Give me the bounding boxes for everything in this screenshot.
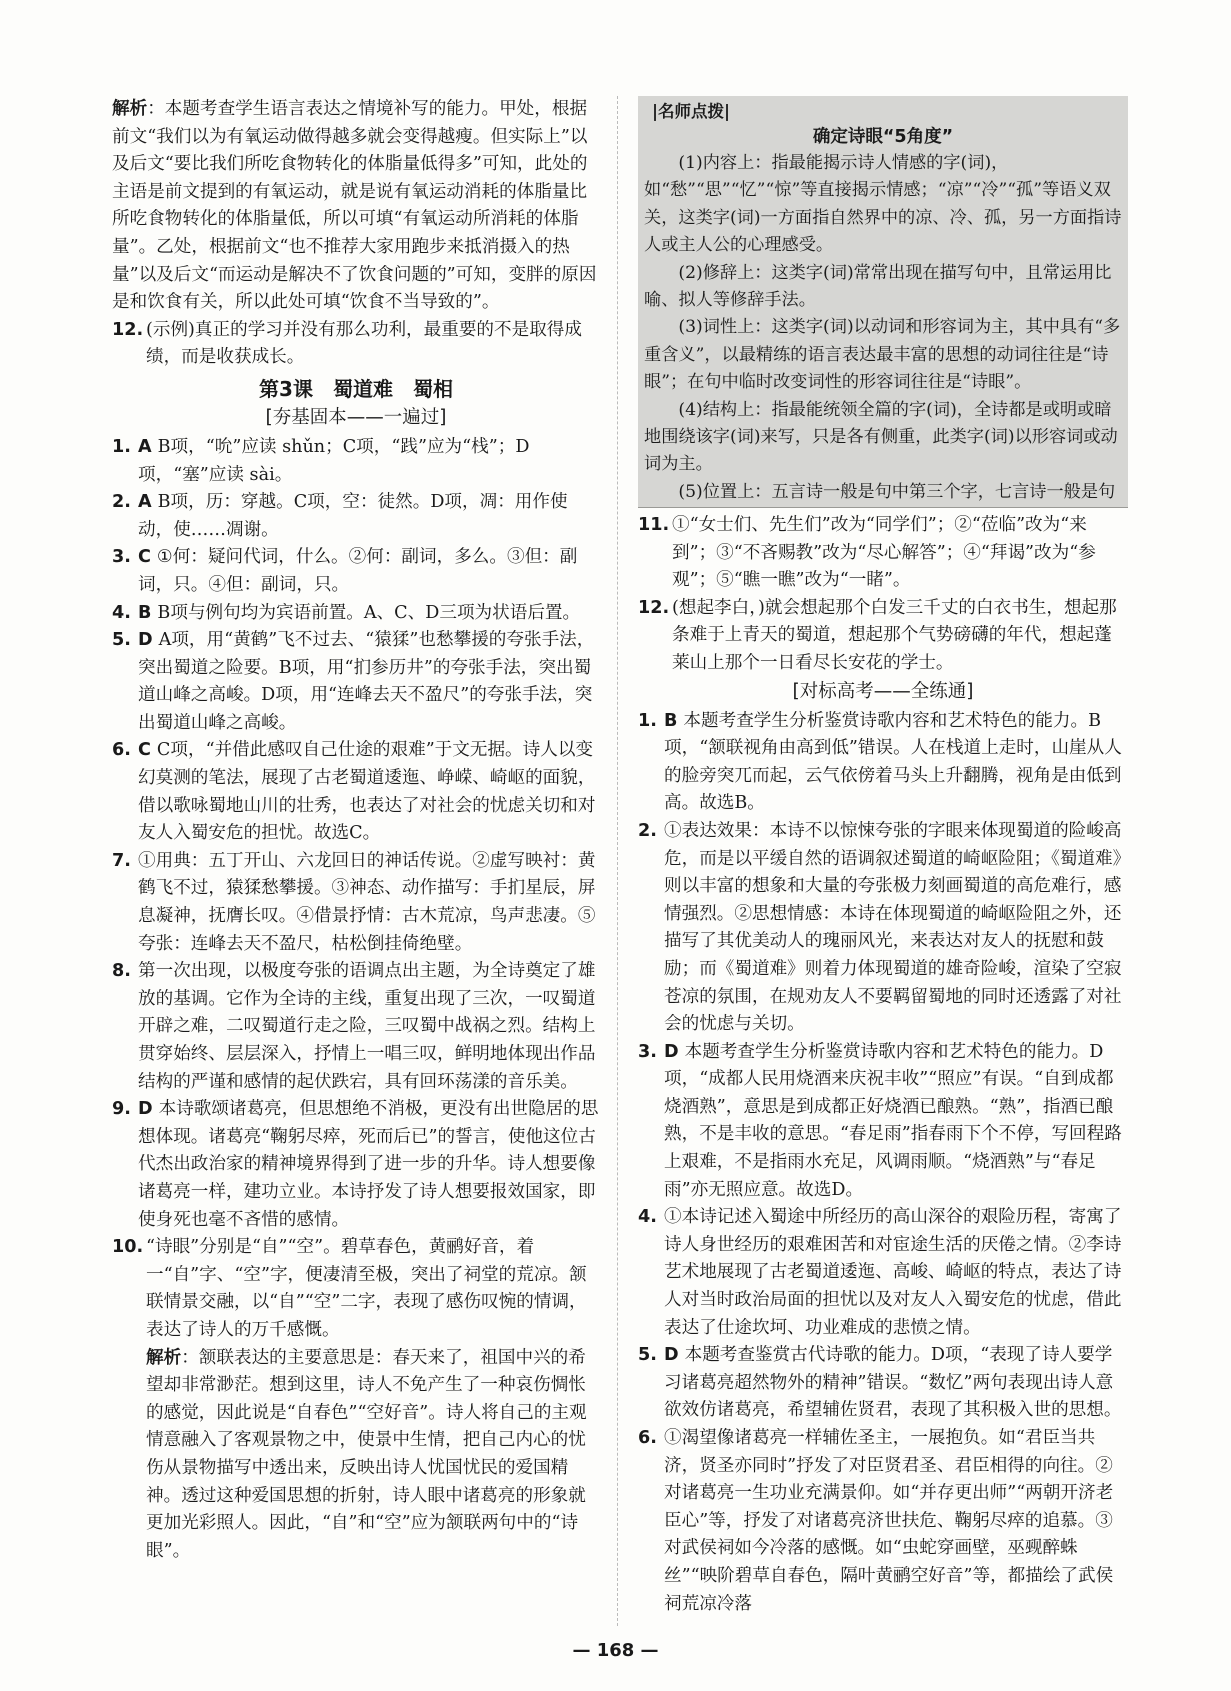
item-text: ①“女士们、先生们”改为“同学们”；②“莅临”改为“来到”；③“不吝赐教”改为“尽心解答”；④“拜谒”改为“参观”；⑤“瞧一瞧”改为“一睹”。 bbox=[672, 515, 1096, 591]
answer-item bbox=[112, 600, 600, 628]
item-answer: D bbox=[664, 1345, 679, 1366]
analysis-label: 解析 bbox=[112, 99, 148, 119]
item-number: 3. bbox=[638, 1041, 657, 1062]
tips-label: |名师点拨| bbox=[652, 102, 731, 121]
item-number: 1. bbox=[112, 436, 131, 457]
item-number: 9. bbox=[112, 1099, 131, 1120]
section-heading: [夯基固本——一遍过] bbox=[265, 406, 447, 428]
answer-item bbox=[638, 1204, 1128, 1342]
item-answer: D bbox=[138, 630, 153, 651]
answer-item bbox=[112, 627, 600, 737]
item-number: 5. bbox=[112, 630, 131, 651]
answer-item bbox=[638, 512, 1128, 595]
item-text: ①用典：五丁开山、六龙回日的神话传说。②虚写映衬：黄鹤飞不过，猿猱愁攀援。③神态、动作描写：手扪星辰，屏息凝神，抚膺长叹。④借景抒情：古木荒凉，鸟声悲凄。⑤夸张：连峰去天不盈尺，枯松倒挂倚绝壁。 bbox=[138, 850, 596, 954]
intro-analysis bbox=[112, 96, 600, 317]
answer-item bbox=[112, 489, 600, 544]
item-number: 2. bbox=[112, 492, 131, 513]
answer-item bbox=[112, 737, 600, 847]
answer-item bbox=[112, 958, 600, 1096]
item-number: 2. bbox=[638, 820, 657, 841]
answer-item bbox=[638, 708, 1128, 818]
tips-paragraph: (2)修辞上：这类字(词)常常出现在描写句中，且常运用比喻、拟人等修辞手法。 bbox=[644, 262, 1112, 311]
item-number: 4. bbox=[112, 602, 131, 623]
item-number: 11. bbox=[638, 515, 670, 535]
item-answer: C bbox=[138, 547, 151, 568]
section-heading: [对标高考——全练通] bbox=[792, 680, 974, 702]
item-number: 12. bbox=[638, 597, 670, 618]
answer-item bbox=[638, 1039, 1128, 1205]
left-column bbox=[112, 96, 600, 1565]
item-answer: B bbox=[138, 602, 152, 623]
tips-paragraph: (5)位置上：五言诗一般是句中第三个字，七言诗一般是句 bbox=[678, 481, 1116, 502]
item-text: ①渴望像诸葛亮一样辅佐圣主，一展抱负。如“君臣当共济，贤圣亦同时”抒发了对臣贤君圣、君臣相得的向往。②对诸葛亮一生功业充满景仰。如“并存更出师”“两朝开济老臣心”等，抒发了对诸葛亮济世扶危、鞠躬尽瘁的追慕。③对武侯祠如今冷落的感慨。如“虫蛇穿画壁，巫觋醉蛛丝”“映阶碧草自春色，隔叶黄鹂空好音”等，都描绘了武侯祠荒凉冷落 bbox=[664, 1428, 1114, 1614]
answer-item bbox=[638, 818, 1128, 1039]
item-text: 本题考查学生分析鉴赏诗歌内容和艺术特色的能力。D项，“成都人民用烧酒来庆祝丰收”“照应”有误。“自到成都烧酒熟”，意思是到成都正好烧酒已酿熟。“熟”，指酒已酿熟，不是丰收的意思。“春足雨”指春雨下个不停，写回程路上艰难，不是指雨水充足，风调雨顺。“烧酒熟”与“春足雨”亦无照应意。故选D。 bbox=[664, 1041, 1122, 1200]
item-number: 6. bbox=[638, 1428, 657, 1448]
item-text: ①本诗记述入蜀途中所经历的高山深谷的艰险历程，寄寓了诗人身世经历的艰难困苦和对宦途生活的厌倦之情。②李诗艺术地展现了古老蜀道逶迤、高峻、崎岖的特点，表达了诗人对当时政治局面的担忧以及对友人入蜀安危的忧虑，借此表达了仕途坎坷、功业难成的悲愤之情。 bbox=[664, 1207, 1122, 1338]
item-number: 3. bbox=[112, 547, 131, 568]
item-number: 5. bbox=[638, 1345, 657, 1366]
item-text: 本诗歌颂诸葛亮，但思想绝不消极，更没有出世隐居的思想体现。诸葛亮“鞠躬尽瘁，死而后已”的誓言，使他这位古代杰出政治家的精神境界得到了进一步的升华。诗人想要像诸葛亮一样，建功立业。本诗抒发了诗人想要报效国家，即使身死也毫不吝惜的感情。 bbox=[138, 1099, 599, 1230]
tips-box bbox=[638, 96, 1128, 508]
analysis-text: ：本题考查学生语言表达之情境补写的能力。甲处，根据前文“我们以为有氧运动做得越多就会变得越瘦。但实际上”以及后文“要比我们所吃食物转化的体脂量低得多”可知，此处的主语是前文提到的有氧运动，就是说有氧运动消耗的体脂量比所吃食物转化的体脂量低，所以可填“有氧运动所消耗的体脂量”。乙处，根据前文“也不推荐大家用跑步来抵消摄入的热量”以及后文“而运动是解决不了饮食问题的”可知，变胖的原因是和饮食有关，所以此处可填“饮食不当导致的”。 bbox=[112, 99, 597, 313]
answer-item bbox=[112, 317, 600, 372]
item-text: 本题考查学生分析鉴赏诗歌内容和艺术特色的能力。B项，“颔联视角由高到低”错误。人在栈道上走时，山崖从人的脸旁突兀而起，云气依傍着马头上升翻腾，视角是由低到高。故选B。 bbox=[664, 710, 1122, 814]
item-number: 7. bbox=[112, 850, 131, 871]
item-text: ①何：疑问代词，什么。②何：副词，多么。③但：副词，只。④但：副词，只。 bbox=[138, 547, 578, 595]
analysis-text: ：颔联表达的主要意思是：春天来了，祖国中兴的希望却非常渺茫。想到这里，诗人不免产生了一种哀伤惆怅的感觉，因此说是“自春色”“空好音”。诗人将自己的主观情意融入了客观景物之中，使景中生情，把自己内心的忧伤从景物描写中透出来，反映出诗人忧国忧民的爱国精神。透过这种爱国思想的折射，诗人眼中诸葛亮的形象就更加光彩照人。因此，“自”和“空”应为颔联两句中的“诗眼”。 bbox=[146, 1347, 587, 1561]
item-text: B项，历：穿越。C项，空：徒然。D项，凋：用作使动，使……凋谢。 bbox=[138, 492, 568, 540]
item-answer: A bbox=[138, 492, 152, 513]
answer-item bbox=[112, 1096, 600, 1234]
right-column bbox=[638, 96, 1128, 1618]
answer-item bbox=[112, 544, 600, 599]
item-text: (示例)真正的学习并没有那么功利，最重要的不是取得成绩，而是收获成长。 bbox=[146, 319, 582, 368]
answer-item bbox=[112, 434, 600, 489]
answer-item bbox=[638, 1342, 1128, 1425]
item-text: A项，用“黄鹤”飞不过去、“猿猱”也愁攀援的夸张手法，突出蜀道之险要。B项，用“扪参历井”的夸张手法，突出蜀道山峰之高峻。D项，用“连峰去天不盈尺”的夸张手法，突出蜀道山峰之高峻。 bbox=[138, 630, 595, 733]
item-text: 第一次出现，以极度夸张的语调点出主题，为全诗奠定了雄放的基调。它作为全诗的主线，重复出现了三次，一叹蜀道开辟之难，二叹蜀道行走之险，三叹蜀中战祸之烈。结构上贯穿始终、层层深入，抒情上一唱三叹，鲜明地体现出作品结构的严谨和感情的起伏跌宕，具有回环荡漾的音乐美。 bbox=[138, 961, 596, 1092]
item-text: “诗眼”分别是“自”“空”。碧草春色，黄鹂好音，着一“自”字、“空”字，便凄清至极，突出了祠堂的荒凉。颔联情景交融，以“自”“空”二字，表现了感伤叹惋的情调，表达了诗人的万千感慨。 bbox=[146, 1237, 587, 1340]
page-number: — 168 — bbox=[572, 1640, 659, 1661]
answer-item bbox=[112, 848, 600, 958]
lesson-title: 第3课 蜀道难 蜀相 bbox=[259, 376, 453, 401]
item-number: 4. bbox=[638, 1207, 657, 1228]
analysis-label: 解析 bbox=[146, 1347, 182, 1368]
answer-item bbox=[638, 1425, 1128, 1618]
item-answer: D bbox=[664, 1041, 679, 1062]
tips-paragraph: (4)结构上：指最能统领全篇的字(词)，全诗都是或明或暗地围绕该字(词)来写，只是各有侧重，此类字(词)以形容词或动词为主。 bbox=[644, 399, 1118, 475]
answer-item bbox=[638, 595, 1128, 678]
item-number: 12. bbox=[112, 319, 144, 340]
answer-item bbox=[112, 1234, 600, 1565]
item-answer: C bbox=[138, 740, 151, 761]
item-number: 10. bbox=[112, 1237, 144, 1258]
item-text: C项，“并借此感叹自己仕途的艰难”于文无据。诗人以变幻莫测的笔法，展现了古老蜀道逶迤、峥嵘、崎岖的面貌，借以歌咏蜀地山川的壮秀，也表达了对社会的忧虑关切和对友人入蜀安危的担忧。故选C。 bbox=[138, 740, 596, 844]
item-text: 本题考查鉴赏古代诗歌的能力。D项，“表现了诗人要学习诸葛亮超然物外的精神”错误。“数忆”两句表现出诗人意欲效仿诸葛亮，希望辅佐贤君，表现了其积极入世的思想。 bbox=[664, 1345, 1122, 1421]
item-text: B项，“吮”应读 shǔn；C项，“践”应为“栈”；D项，“塞”应读 sài。 bbox=[138, 436, 530, 485]
item-answer: B bbox=[664, 710, 678, 731]
item-text: B项与例句均为宾语前置。A、C、D三项为状语后置。 bbox=[157, 602, 581, 623]
item-text: (想起李白，)就会想起那个白发三千丈的白衣书生，想起那条难于上青天的蜀道，想起那个气势磅礴的年代，想起蓬莱山上那个一日看尽长安花的学士。 bbox=[672, 597, 1117, 673]
column-divider bbox=[617, 96, 619, 1626]
tips-title: 确定诗眼“5角度” bbox=[812, 127, 954, 147]
item-answer: D bbox=[138, 1099, 153, 1120]
item-number: 6. bbox=[112, 740, 131, 761]
item-answer: A bbox=[138, 436, 152, 457]
item-number: 8. bbox=[112, 961, 131, 982]
tips-paragraph: (3)词性上：这类字(词)以动词和形容词为主，其中具有“多重含义”，以最精练的语言表达最丰富的思想的动词往往是“诗眼”；在句中临时改变词性的形容词往往是“诗眼”。 bbox=[644, 317, 1121, 393]
tips-paragraph: (1)内容上：指最能揭示诗人情感的字(词)，如“愁”“思”“忆”“惊”等直接揭示情感；“凉”“冷”“孤”等语义双关，这类字(词)一方面指自然界中的凉、冷、孤，另一方面指诗人或主人公的心理感受。 bbox=[644, 153, 1122, 256]
item-number: 1. bbox=[638, 710, 657, 731]
item-text: ①表达效果：本诗不以惊悚夸张的字眼来体现蜀道的险峻高危，而是以平缓自然的语调叙述蜀道的崎岖险阻；《蜀道难》则以丰富的想象和大量的夸张极力刻画蜀道的高危难行，感情强烈。②思想情感：本诗在体现蜀道的崎岖险阻之外，还描写了其优美动人的瑰丽风光，来表达对友人的抚慰和鼓励；而《蜀道难》则着力体现蜀道的雄奇险峻，渲染了空寂苍凉的氛围，在规劝友人不要羁留蜀地的同时还透露了对社会的忧虑与关切。 bbox=[664, 820, 1122, 1035]
item-analysis bbox=[146, 1345, 600, 1566]
